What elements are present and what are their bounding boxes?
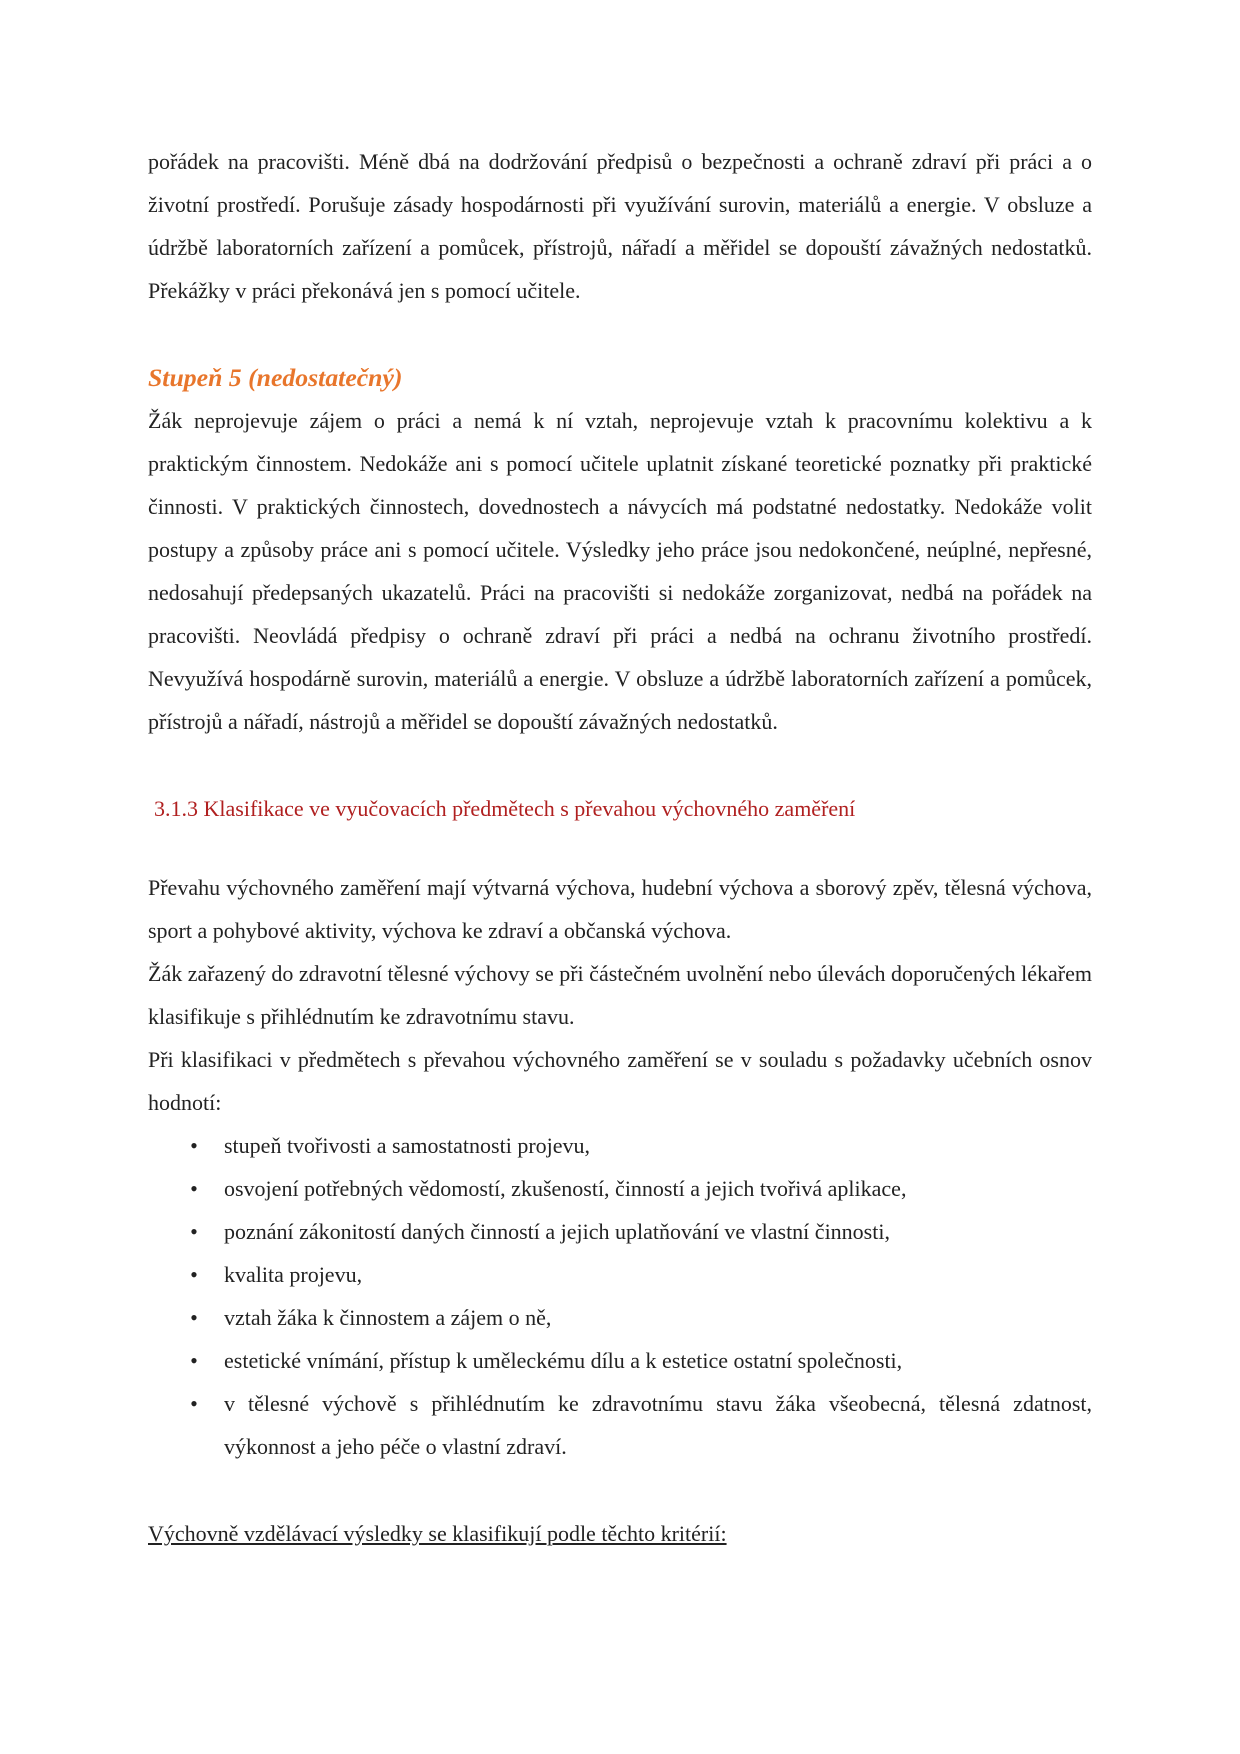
criteria-list bbox=[148, 1124, 1092, 1468]
page-content bbox=[148, 140, 1092, 1555]
spacer bbox=[148, 830, 1092, 866]
grade-5-heading: Stupeň 5 (nedostatečný) bbox=[148, 363, 403, 392]
list-item-text: poznání zákonitostí daných činností a jejich uplatňování ve vlastní činnosti, bbox=[224, 1219, 890, 1244]
intro-paragraph: pořádek na pracovišti. Méně dbá na dodržování předpisů o bezpečnosti a ochraně zdraví při práci a o životní prostředí. Porušuje zásady hospodárnosti při využívání surovin, materiálů a energie. V obsluze a údržbě laboratorních zařízení a pomůcek, přístrojů, nářadí a měřidel se dopouští závažných nedostatků. Překážky v práci překonává jen s pomocí učitele. bbox=[148, 149, 1092, 303]
spacer bbox=[148, 743, 1092, 787]
list-item-text: osvojení potřebných vědomostí, zkušeností, činností a jejich tvořivá aplikace, bbox=[224, 1176, 907, 1201]
section-heading: 3.1.3 Klasifikace ve vyučovacích předmětech s převahou výchovného zaměření bbox=[154, 796, 856, 821]
list-item-text: v tělesné výchově s přihlédnutím ke zdravotnímu stavu žáka všeobecná, tělesná zdatnost, výkonnost a jeho péče o vlastní zdraví. bbox=[224, 1391, 1092, 1459]
bullet-icon: • bbox=[190, 1133, 198, 1158]
list-item bbox=[148, 1382, 1092, 1468]
section-paragraph-2: Žák zařazený do zdravotní tělesné výchovy se při částečném uvolnění nebo úlevách doporučených lékařem klasifikuje s přihlédnutím ke zdravotnímu stavu. bbox=[148, 961, 1092, 1029]
list-item bbox=[148, 1124, 1092, 1167]
bullet-icon: • bbox=[190, 1391, 198, 1416]
list-item bbox=[148, 1167, 1092, 1210]
list-item-text: vztah žáka k činnostem a zájem o ně, bbox=[224, 1305, 552, 1330]
list-item bbox=[148, 1253, 1092, 1296]
spacer bbox=[148, 1468, 1092, 1512]
list-item bbox=[148, 1210, 1092, 1253]
section-paragraph-3: Při klasifikaci v předmětech s převahou výchovného zaměření se v souladu s požadavky učebních osnov hodnotí: bbox=[148, 1047, 1092, 1115]
list-item-text: estetické vnímání, přístup k uměleckému dílu a k estetice ostatní společnosti, bbox=[224, 1348, 903, 1373]
list-item bbox=[148, 1339, 1092, 1382]
bullet-icon: • bbox=[190, 1219, 198, 1244]
criteria-heading: Výchovně vzdělávací výsledky se klasifikují podle těchto kritérií: bbox=[148, 1521, 727, 1546]
section-paragraph-1: Převahu výchovného zaměření mají výtvarná výchova, hudební výchova a sborový zpěv, tělesná výchova, sport a pohybové aktivity, výchova ke zdraví a občanská výchova. bbox=[148, 875, 1092, 943]
spacer bbox=[148, 312, 1092, 356]
bullet-icon: • bbox=[190, 1305, 198, 1330]
bullet-icon: • bbox=[190, 1262, 198, 1287]
bullet-icon: • bbox=[190, 1176, 198, 1201]
bullet-icon: • bbox=[190, 1348, 198, 1373]
list-item bbox=[148, 1296, 1092, 1339]
list-item-text: stupeň tvořivosti a samostatnosti projevu, bbox=[224, 1133, 591, 1158]
grade-5-paragraph: Žák neprojevuje zájem o práci a nemá k ní vztah, neprojevuje vztah k pracovnímu kolektivu a k praktickým činnostem. Nedokáže ani s pomocí učitele uplatnit získané teoretické poznatky při praktické činnosti. V praktických činnostech, dovednostech a návycích má podstatné nedostatky. Nedokáže volit postupy a způsoby práce ani s pomocí učitele. Výsledky jeho práce jsou nedokončené, neúplné, nepřesné, nedosahují předepsaných ukazatelů. Práci na pracovišti si nedokáže zorganizovat, nedbá na pořádek na pracovišti. Neovládá předpisy o ochraně zdraví při práci a nedbá na ochranu životního prostředí. Nevyužívá hospodárně surovin, materiálů a energie. V obsluze a údržbě laboratorních zařízení a pomůcek, přístrojů a nářadí, nástrojů a měřidel se dopouští závažných nedostatků. bbox=[148, 408, 1092, 734]
list-item-text: kvalita projevu, bbox=[224, 1262, 363, 1287]
